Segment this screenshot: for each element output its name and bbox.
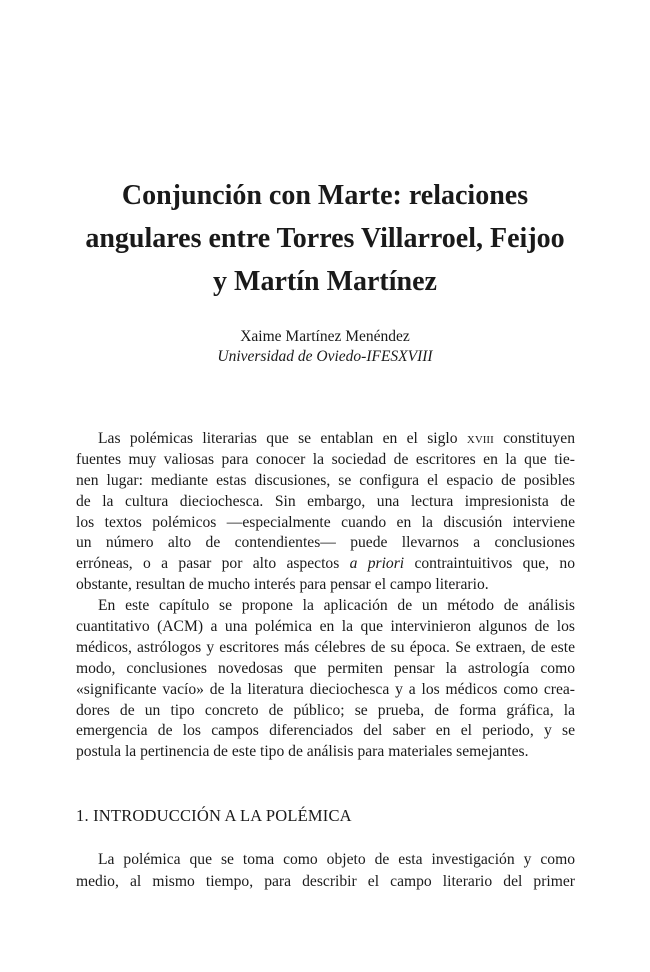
text-line <box>76 429 575 450</box>
chapter-title-line: Conjunción con Marte: relaciones <box>121 180 529 211</box>
text-line: nen lugar: mediante estas discusiones, se configura el espacio de posibles <box>76 471 575 489</box>
body-paragraph <box>76 849 575 893</box>
text-fragment: contraintuitivos que, no <box>404 555 576 573</box>
text-line: «significante vacío» de la literatura dieciochesca y a los médicos como crea- <box>76 680 575 698</box>
italic-term: a priori <box>349 555 405 573</box>
text-line: de la cultura dieciochesca. Sin embargo, una lectura impresionista de <box>76 492 575 510</box>
text-fragment: erróneas, o a pasar por alto aspectos <box>76 555 350 573</box>
text-line: fuentes muy valiosas para conocer la sociedad de escritores en la que tie- <box>76 450 575 468</box>
text-line: medio, al mismo tiempo, para describir el campo literario del primer <box>76 873 575 890</box>
abstract <box>76 429 575 763</box>
text-line: cuantitativo (ACM) a una polémica en la que intervinieron algunos de los <box>76 618 575 636</box>
chapter-title-line: angulares entre Torres Villarroel, Feijoo <box>85 223 565 254</box>
text-line: La polémica que se toma como objeto de esta investigación y como <box>98 851 575 868</box>
text-line: los textos polémicos —especialmente cuando en la discusión interviene <box>76 513 575 531</box>
text-line: obstante, resultan de mucho interés para pensar el campo literario. <box>76 576 489 594</box>
author-affiliation: Universidad de Oviedo-IFESXVIII <box>217 348 433 365</box>
abstract-paragraph <box>76 596 575 763</box>
text-line: En este capítulo se propone la aplicación de un método de análisis <box>98 597 575 615</box>
text-line: postula la pertinencia de este tipo de análisis para materiales semejantes. <box>76 743 529 761</box>
chapter-title-line: y Martín Martínez <box>213 266 437 297</box>
section-heading: 1. INTRODUCCIÓN A LA POLÉMICA <box>76 806 352 825</box>
text-fragment: Las polémicas literarias que se entablan en el siglo <box>98 430 467 447</box>
century-numeral: xviii <box>466 430 494 447</box>
text-line: un número alto de contendientes— puede llevarnos a conclusiones <box>76 534 575 552</box>
chapter-title <box>60 174 590 303</box>
text-line: dores de un tipo concreto de público; se prueba, de forma gráfica, la <box>76 701 575 719</box>
text-line <box>76 554 575 575</box>
text-fragment: constituyen <box>493 430 575 447</box>
text-line: modo, conclusiones novedosas que permiten pensar la astrología como <box>76 659 575 677</box>
text-line: emergencia de los campos diferenciados del saber en el periodo, y se <box>76 722 575 740</box>
author-name: Xaime Martínez Menéndez <box>240 328 410 345</box>
abstract-paragraph <box>76 429 575 596</box>
text-line: médicos, astrólogos y escritores más célebres de su época. Se extraen, de este <box>76 638 575 656</box>
